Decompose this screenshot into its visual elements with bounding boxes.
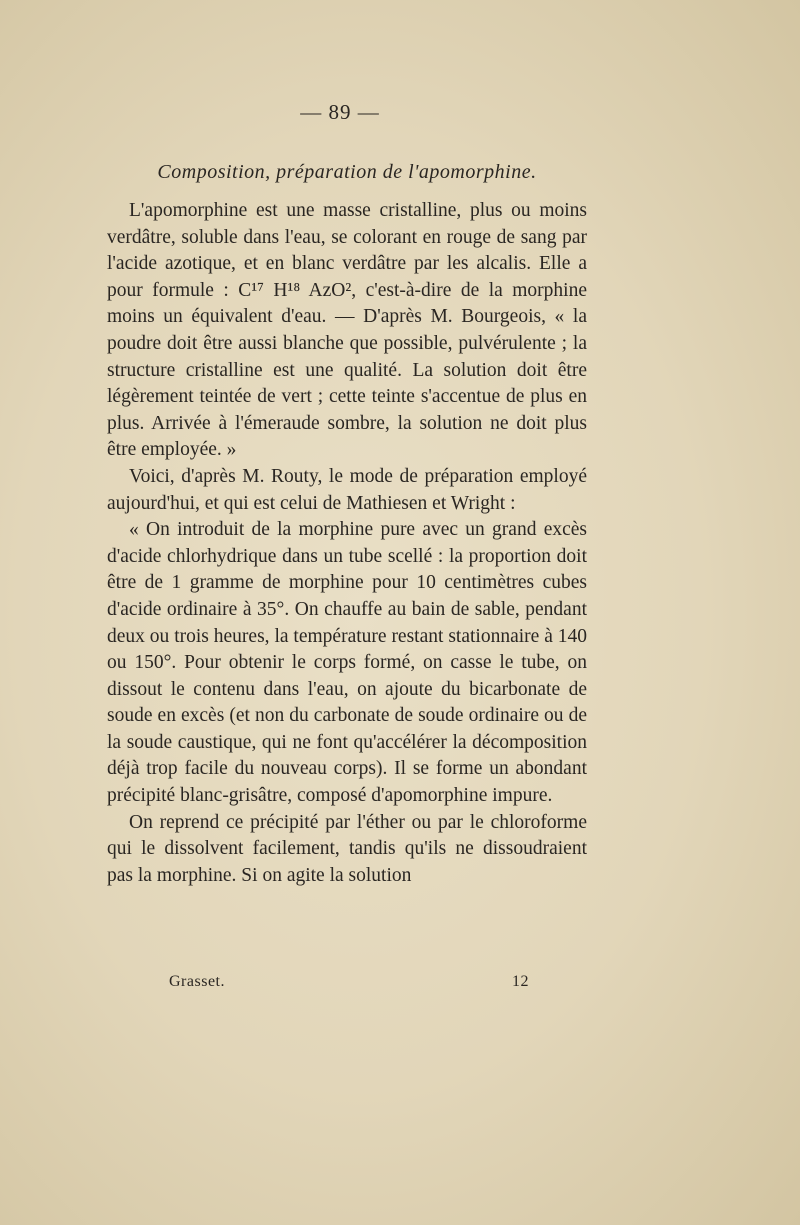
paragraph: « On introduit de la morphine pure avec un grand excès d'acide chlorhydrique dans un tube scellé : la proportion doit être de 1 gramme de morphine pour 10 centimètres cubes d'acide ordinaire à 35°. On chauffe au bain de sable, pendant deux ou trois heures, la température restant stationnaire à 140 ou 150°. Pour obtenir le corps formé, on casse le tube, on dissout le contenu dans l'eau, on ajoute du bicarbonate de soude en excès (et non du carbonate de soude ordinaire ou de la soude caustique, qui ne font qu'accélérer la décomposition déjà trop facile du nouveau corps). Il se forme un abondant précipité blanc-grisâtre, composé d'apomorphine impure.	[107, 519, 587, 807]
paragraph: L'apomorphine est une masse cristalline, plus ou moins verdâtre, soluble dans l'eau, se colorant en rouge de sang par l'acide azotique, et en blanc verdâtre par les alcalis. Elle a pour formule : C¹⁷ H¹⁸ AzO², c'est-à-dire de la morphine moins un équivalent d'eau. — D'après M. Bourgeois, « la poudre doit être aussi blanche que possible, pulvérulente ; la structure cristalline est une qualité. La solution doit être légèrement teintée de vert ; cette teinte s'accentue de plus en plus. Arrivée à l'émeraude sombre, la solution ne doit plus être employée. »	[107, 200, 587, 461]
footer-author: Grasset.	[169, 973, 225, 990]
paragraph: Voici, d'après M. Routy, le mode de préparation employé aujourd'hui, et qui est celui de Mathiesen et Wright :	[107, 465, 587, 514]
paragraph: On reprend ce précipité par l'éther ou par le chloroforme qui le dissolvent facilement, tandis qu'ils ne dissoudraient pas la morphine. Si on agite la solution	[107, 811, 587, 886]
footer-signature-mark: 12	[512, 973, 529, 990]
section-title: Composition, préparation de l'apomorphine.	[157, 161, 537, 183]
body-text	[107, 198, 587, 889]
page-number: — 89 —	[300, 100, 380, 124]
